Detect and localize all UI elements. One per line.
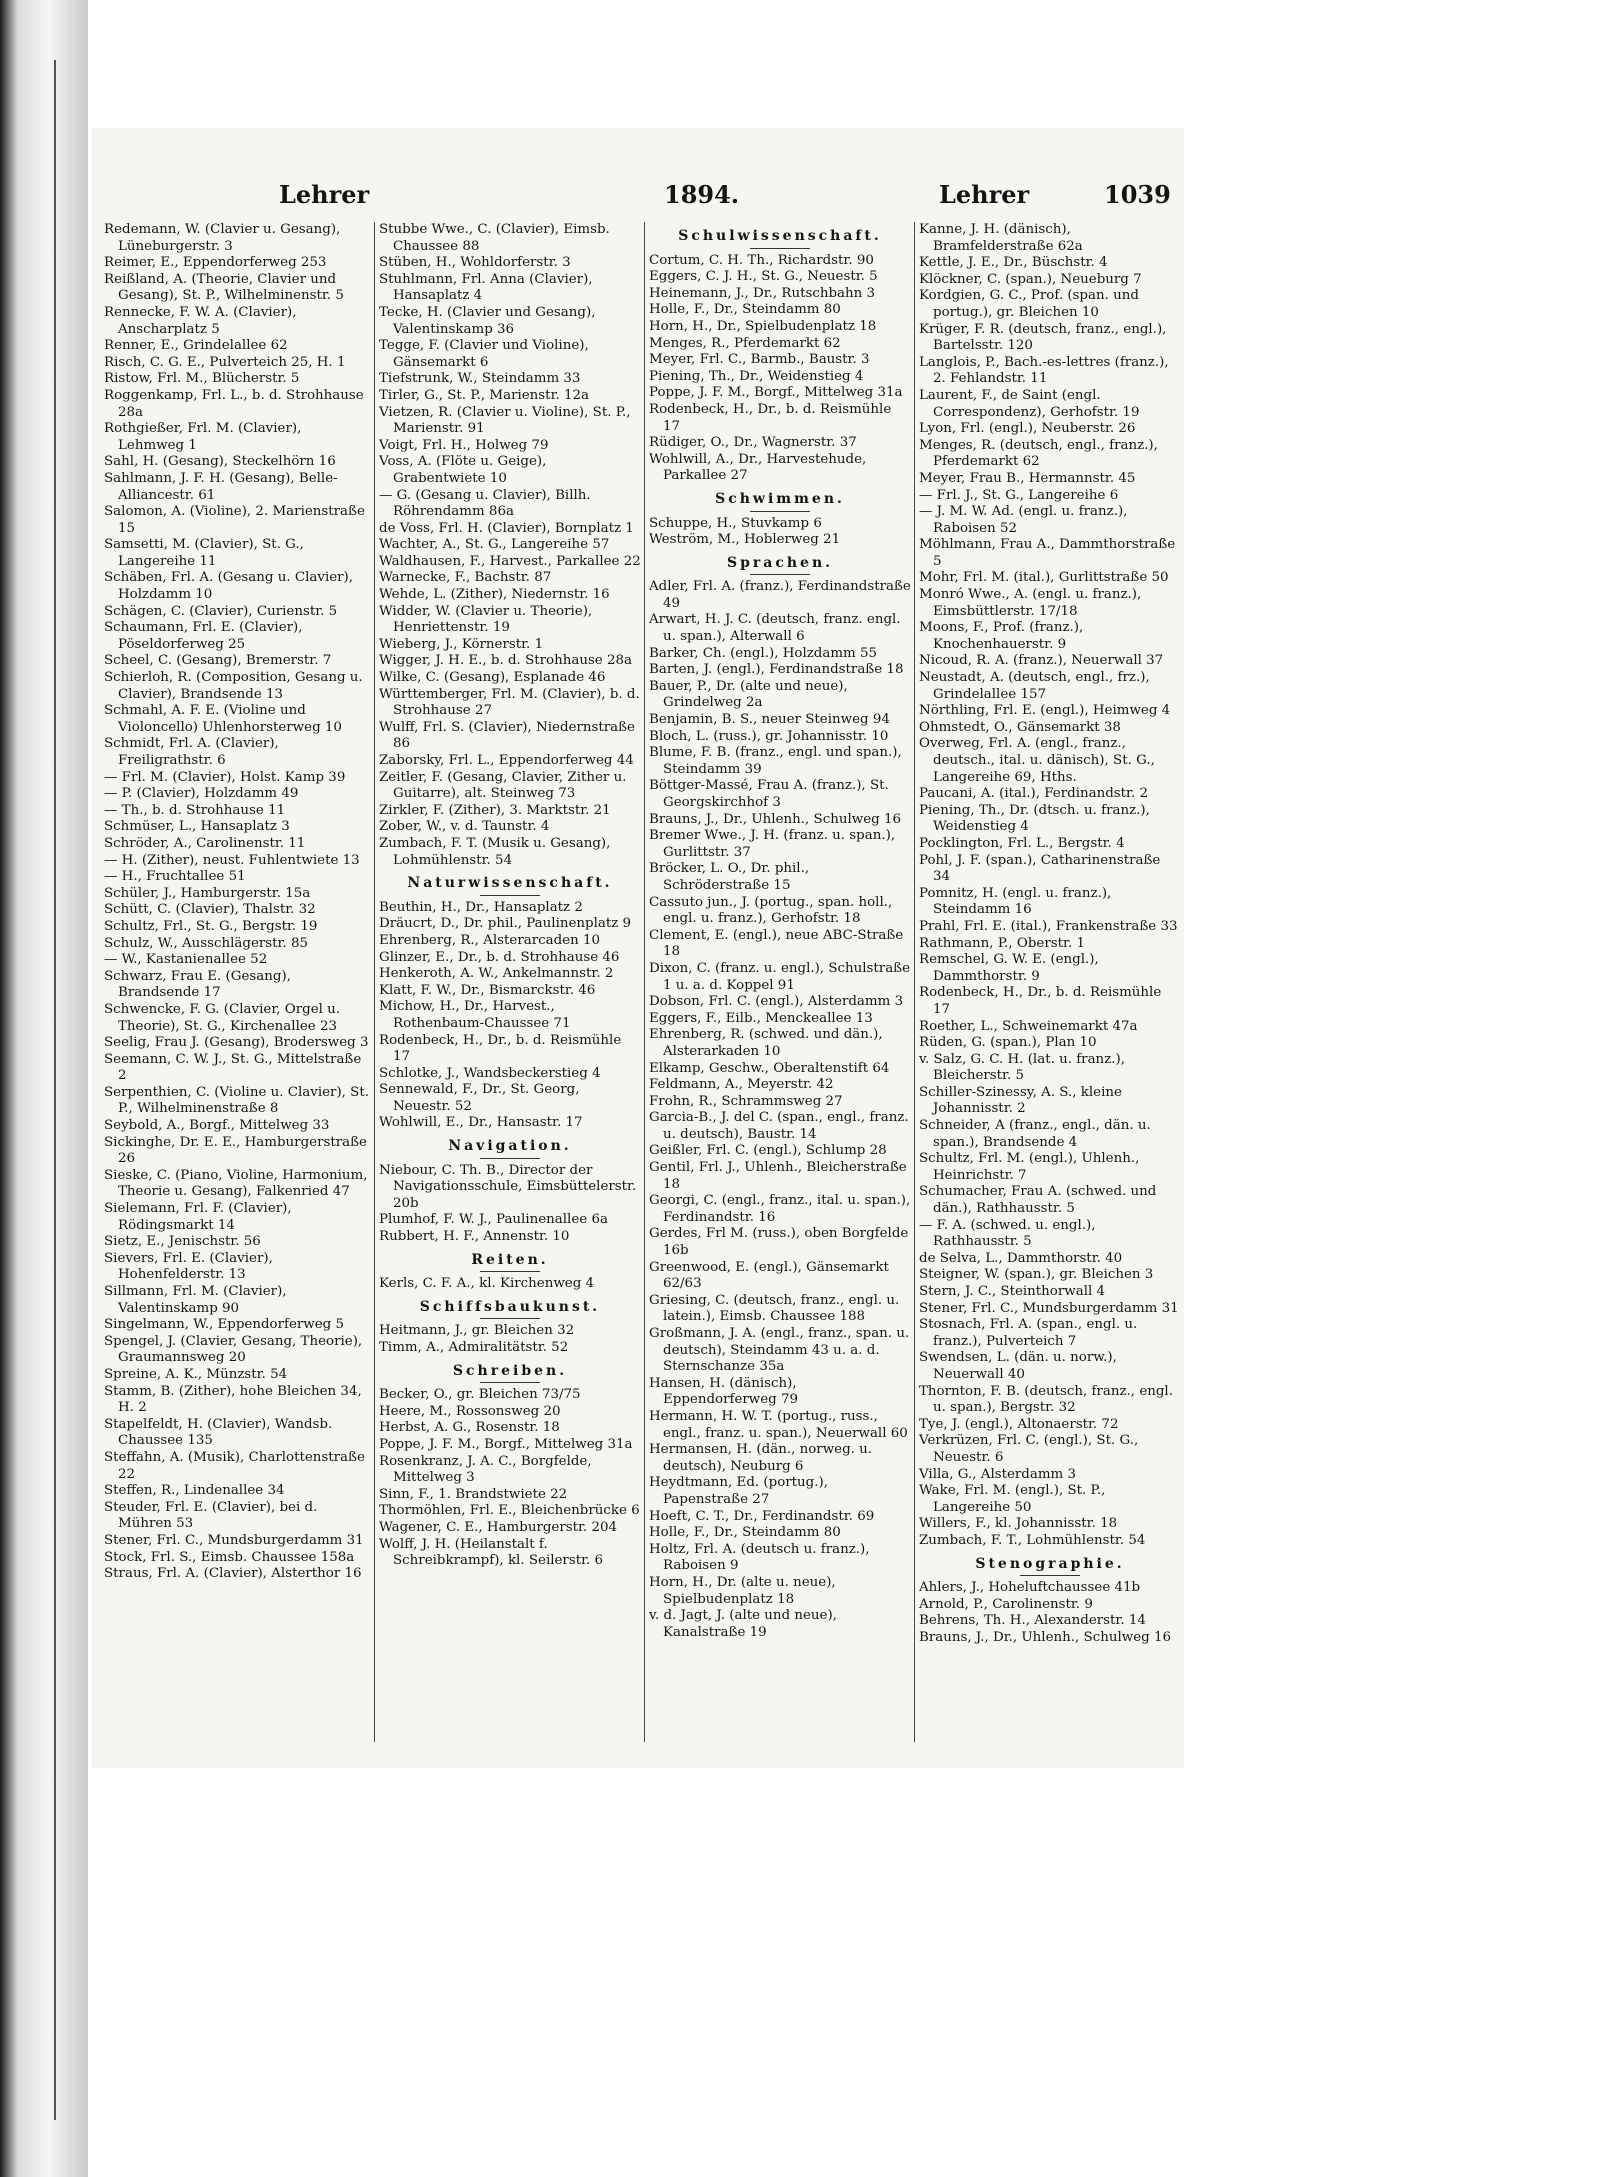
directory-entry: Sillmann, Frl. M. (Clavier), Valentinskamp 90 [104,1284,287,1316]
directory-entry: Ahlers, J., Hoheluftchaussee 41b [919,1580,1141,1596]
section-heading: Schreiben. [379,1363,641,1384]
directory-entry: Stock, Frl. S., Eimsb. Chaussee 158a [104,1549,355,1565]
directory-entry: Herbst, A. G., Rosenstr. 18 [379,1420,560,1436]
directory-entry: Sieske, C. (Piano, Violine, Harmonium, Theorie u. Gesang), Falkenried 47 [104,1167,368,1200]
directory-entry: Poppe, J. F. M., Borgf., Mittelweg 31a [649,385,903,401]
directory-entry: Schneider, A (franz., engl., dän. u. span.), Brandsende 4 [919,1118,1151,1150]
directory-entry: Bröcker, L. O., Dr. phil., Schröderstraße 15 [649,861,810,893]
directory-entry: Arnold, P., Carolinenstr. 9 [919,1596,1093,1612]
directory-entry: Steffahn, A. (Musik), Charlottenstraße 22 [104,1449,365,1482]
directory-entry: Schmidt, Frl. A. (Clavier), Freiligrathstr. 6 [104,736,279,768]
directory-entry: Remschel, G. W. E. (engl.), Dammthorstr. 9 [919,952,1099,984]
directory-entry: Ehrenberg, R., Alsterarcaden 10 [379,932,600,948]
directory-entry: Blume, F. B. (franz., engl. und span.), Steindamm 39 [649,745,902,777]
directory-entry: Tirler, G., St. P., Marienstr. 12a [379,387,590,403]
directory-entry: Wilke, C. (Gesang), Esplanade 46 [379,670,606,686]
directory-entry: Schumacher, Frau A. (schwed. und dän.), Rathhausstr. 5 [919,1184,1157,1217]
directory-entry: Sievers, Frl. E. (Clavier), Hohenfelderstr. 13 [104,1250,273,1283]
directory-entry: Ohmstedt, O., Gänsemarkt 38 [919,719,1121,735]
directory-entry: Wake, Frl. M. (engl.), St. P., Langereihe 50 [919,1483,1106,1515]
directory-entry: Rathmann, P., Oberstr. 1 [919,935,1085,951]
directory-entry: Menges, R. (deutsch, engl., franz.), Pferdemarkt 62 [919,437,1158,470]
directory-entry: Sennewald, F., Dr., St. Georg, Neuestr. 52 [379,1082,580,1114]
directory-entry: Klöckner, C. (span.), Neueburg 7 [919,271,1142,287]
directory-entry: Steigner, W. (span.), gr. Bleichen 3 [919,1267,1154,1283]
directory-entry: Benjamin, B. S., neuer Steinweg 94 [649,712,890,728]
directory-entry: Spreine, A. K., Münzstr. 54 [104,1366,288,1382]
directory-entry: Schultz, Frl. M. (engl.), Uhlenh., Heinrichstr. 7 [919,1151,1140,1183]
directory-entry: Langlois, P., Bach.-es-lettres (franz.), 2. Fehlandstr. 11 [919,354,1169,387]
directory-entry: Sielemann, Frl. F. (Clavier), Rödingsmarkt 14 [104,1201,292,1233]
header-left-title: Lehrer [279,180,370,209]
directory-entry: Spengel, J. (Clavier, Gesang, Theorie), Graumannsweg 20 [104,1333,363,1366]
directory-entry: Mohr, Frl. M. (ital.), Gurlittstraße 50 [919,570,1169,586]
directory-entry: Pohl, J. F. (span.), Catharinenstraße 34 [919,852,1161,885]
directory-entry: Neustadt, A. (deutsch, engl., frz.), Grindelallee 157 [919,670,1150,702]
directory-entry: Nicoud, R. A. (franz.), Neuerwall 37 [919,653,1164,669]
directory-entry: Heere, M., Rossonsweg 20 [379,1403,561,1419]
directory-entry: Stosnach, Frl. A. (span., engl. u. franz.), Pulverteich 7 [919,1317,1138,1349]
directory-entry: Salomon, A. (Violine), 2. Marienstraße 15 [104,504,365,536]
directory-entry: Elkamp, Geschw., Oberaltenstift 64 [649,1060,890,1076]
directory-entry: Schierloh, R. (Composition, Gesang u. Clavier), Brandsende 13 [104,670,363,702]
directory-entry: Seybold, A., Borgf., Mittelweg 33 [104,1118,330,1134]
directory-entry: Schaumann, Frl. E. (Clavier), Pöseldorferweg 25 [104,620,303,652]
section-heading: Stenographie. [919,1556,1181,1577]
header-year: 1894. [664,180,740,209]
section-heading: Reiten. [379,1252,641,1273]
directory-entry: Warnecke, F., Bachstr. 87 [379,570,552,586]
directory-entry: — Th., b. d. Strohhause 11 [104,802,286,818]
directory-entry: de Voss, Frl. H. (Clavier), Bornplatz 1 [379,520,634,536]
directory-entry: Klatt, F. W., Dr., Bismarckstr. 46 [379,982,596,998]
page-content [104,180,1179,1740]
directory-entry: Menges, R., Pferdemarkt 62 [649,335,841,351]
directory-entry: Schröder, A., Carolinenstr. 11 [104,835,306,851]
directory-entry: Tye, J. (engl.), Altonaerstr. 72 [919,1416,1119,1432]
directory-entry: Seelig, Frau J. (Gesang), Brodersweg 3 [104,1035,369,1051]
book-binding [0,0,88,2177]
directory-entry: Zober, W., v. d. Taunstr. 4 [379,819,550,835]
directory-entry: Weström, M., Hoblerweg 21 [649,532,841,548]
directory-entry: Wieberg, J., Körnerstr. 1 [379,636,544,652]
directory-entry: Behrens, Th. H., Alexanderstr. 14 [919,1613,1146,1629]
directory-entry: Piening, Th., Dr., Weidenstieg 4 [649,368,864,384]
directory-entry: Schlotke, J., Wandsbeckerstieg 4 [379,1065,601,1081]
directory-entry: Möhlmann, Frau A., Dammthorstraße 5 [919,537,1176,569]
directory-entry: — H., Fruchtallee 51 [104,869,246,885]
directory-entry: Verkrüzen, Frl. C. (engl.), St. G., Neuestr. 6 [919,1433,1139,1465]
directory-entry: Tiefstrunk, W., Steindamm 33 [379,371,581,387]
directory-entry: Rennecke, F. W. A. (Clavier), Anscharplatz 5 [104,304,297,337]
directory-entry: Clement, E. (engl.), neue ABC-Straße 18 [649,927,904,960]
directory-entry: Schulz, W., Ausschlägerstr. 85 [104,935,309,951]
directory-entry: Sahl, H. (Gesang), Steckelhörn 16 [104,454,336,470]
directory-entry: Roether, L., Schweinemarkt 47a [919,1018,1138,1034]
directory-entry: Reißland, A. (Theorie, Clavier und Gesang), St. P., Wilhelminenstr. 5 [104,271,344,304]
directory-entry: Hermann, H. W. T. (portug., russ., engl., franz. u. span.), Neuerwall 60 [649,1408,908,1441]
directory-entry: Barker, Ch. (engl.), Holzdamm 55 [649,645,878,661]
binding-edge [54,60,56,2120]
directory-entry: — J. M. W. Ad. (engl. u. franz.), Raboisen 52 [919,504,1128,536]
directory-entry: Adler, Frl. A. (franz.), Ferdinandstraße 49 [649,579,911,611]
directory-entry: Thornton, F. B. (deutsch, franz., engl. u. span.), Bergstr. 32 [919,1383,1173,1416]
directory-entry: Swendsen, L. (dän. u. norw.), Neuerwall 40 [919,1350,1117,1382]
directory-entry: Michow, H., Dr., Harvest., Rothenbaum-Chaussee 71 [379,999,571,1031]
directory-entry: Barten, J. (engl.), Ferdinandstraße 18 [649,662,904,678]
directory-entry: Bloch, L. (russ.), gr. Johannisstr. 10 [649,728,889,744]
directory-entry: Villa, G., Alsterdamm 3 [919,1466,1077,1482]
directory-entry: Gentil, Frl. J., Uhlenh., Bleicherstraße 18 [649,1160,907,1192]
directory-entry: Hermansen, H. (dän., norweg. u. deutsch), Neuburg 6 [649,1442,873,1474]
directory-page [92,128,1184,1768]
directory-entry: Wohlwill, E., Dr., Hansastr. 17 [379,1115,583,1131]
directory-entry: Rüdiger, O., Dr., Wagnerstr. 37 [649,435,857,451]
directory-entry: Horn, H., Dr., Spielbudenplatz 18 [649,318,877,334]
directory-entry: Rothgießer, Frl. M. (Clavier), Lehmweg 1 [104,421,302,453]
section-heading: Sprachen. [649,555,911,576]
directory-entry: Waldhausen, F., Harvest., Parkallee 22 [379,553,641,569]
directory-entry: Steffen, R., Lindenallee 34 [104,1483,285,1499]
directory-entry: Bauer, P., Dr. (alte und neue), Grindelweg 2a [649,678,848,711]
directory-entry: Horn, H., Dr. (alte u. neue), Spielbudenplatz 18 [649,1574,836,1607]
directory-entry: Straus, Frl. A. (Clavier), Alsterthor 16 [104,1566,362,1582]
directory-entry: Rubbert, H. F., Annenstr. 10 [379,1229,570,1245]
directory-entry: Schägen, C. (Clavier), Curienstr. 5 [104,603,338,619]
directory-entry: Tegge, F. (Clavier und Violine), Gänsemarkt 6 [379,338,589,370]
section-heading: Schwimmen. [649,491,911,512]
directory-entry: v. Salz, G. C. H. (lat. u. franz.), Bleicherstr. 5 [919,1051,1125,1084]
directory-entry: Heydtmann, Ed. (portug.), Papenstraße 27 [649,1475,828,1507]
directory-entry: — G. (Gesang u. Clavier), Billh. Röhrendamm 86a [379,487,591,520]
directory-entry: Eggers, C. J. H., St. G., Neuestr. 5 [649,269,878,285]
directory-entry: Lyon, Frl. (engl.), Neuberstr. 26 [919,421,1136,437]
directory-entry: Redemann, W. (Clavier u. Gesang), Lüneburgerstr. 3 [104,222,341,254]
directory-entry: Böttger-Massé, Frau A. (franz.), St. Georgskirchhof 3 [649,778,889,810]
directory-entry: Heinemann, J., Dr., Rutschbahn 3 [649,285,876,301]
directory-entry: Willers, F., kl. Johannisstr. 18 [919,1516,1118,1532]
directory-entry: Sickinghe, Dr. E. E., Hamburgerstraße 26 [104,1134,367,1167]
section-heading: Schulwissenschaft. [649,228,911,249]
directory-entry: Cassuto jun., J. (portug., span. holl., engl. u. franz.), Gerhofstr. 18 [649,894,893,927]
directory-entry: Becker, O., gr. Bleichen 73/75 [379,1387,581,1403]
directory-entry: Tecke, H. (Clavier und Gesang), Valentinskamp 36 [379,304,596,337]
directory-entry: Rodenbeck, H., Dr., b. d. Reismühle 17 [649,401,892,434]
directory-entry: Holle, F., Dr., Steindamm 80 [649,1525,841,1541]
directory-entry: Timm, A., Admiralitätstr. 52 [379,1340,569,1355]
directory-entry: Widder, W. (Clavier u. Theorie), Henriettenstr. 19 [379,603,593,636]
directory-entry: Reimer, E., Eppendorferweg 253 [104,255,327,271]
column-1 [104,222,370,1742]
directory-entry: Pomnitz, H. (engl. u. franz.), Steindamm 16 [919,885,1112,918]
directory-entry: Greenwood, E. (engl.), Gänsemarkt 62/63 [649,1259,889,1292]
directory-entry: — W., Kastanienallee 52 [104,952,268,968]
directory-entry: Renner, E., Grindelallee 62 [104,338,288,354]
directory-entry: Kanne, J. H. (dänisch), Bramfelderstraße 62a [919,222,1083,254]
directory-entry: Schultz, Frl., St. G., Bergstr. 19 [104,918,318,934]
directory-entry: Serpenthien, C. (Violine u. Clavier), St. P., Wilhelminenstraße 8 [104,1084,369,1117]
directory-entry: Wulff, Frl. S. (Clavier), Niedernstraße 86 [379,719,635,752]
directory-entry: Prahl, Frl. E. (ital.), Frankenstraße 33 [919,918,1178,934]
directory-entry: Beuthin, H., Dr., Hansaplatz 2 [379,899,583,915]
directory-entry: Wigger, J. H. E., b. d. Strohhause 28a [379,653,633,669]
directory-entry: — P. (Clavier), Holzdamm 49 [104,786,299,802]
column-3 [644,222,911,1742]
directory-entry: Overweg, Frl. A. (engl., franz., deutsch., ital. u. dänisch), St. G., Langereihe 69, Hths. [919,736,1155,785]
directory-entry: Laurent, F., de Saint (engl. Correspondenz), Gerhofstr. 19 [919,387,1140,420]
directory-entry: Schiller-Szinessy, A. S., kleine Johannisstr. 2 [919,1084,1122,1117]
directory-entry: Risch, C. G. E., Pulverteich 25, H. 1 [104,354,346,370]
section-heading: Navigation. [379,1138,641,1159]
directory-entry: Scheel, C. (Gesang), Bremerstr. 7 [104,653,332,669]
directory-entry: Stamm, B. (Zither), hohe Bleichen 34, H. 2 [104,1383,362,1416]
directory-entry: Meyer, Frau B., Hermannstr. 45 [919,470,1136,486]
directory-entry: Voigt, Frl. H., Holweg 79 [379,437,549,453]
directory-entry: Moons, F., Prof. (franz.), Knochenhauerstr. 9 [919,620,1084,652]
directory-entry: Geißler, Frl. C. (engl.), Schlump 28 [649,1143,887,1159]
directory-entry: Rüden, G. (span.), Plan 10 [919,1035,1097,1051]
directory-entry: Dräucrt, D., Dr. phil., Paulinenplatz 9 [379,916,632,932]
running-header [104,180,1174,220]
directory-entry: Dixon, C. (franz. u. engl.), Schulstraße 1 u. a. d. Koppel 91 [649,960,911,993]
column-4 [914,222,1181,1742]
directory-entry: Seemann, C. W. J., St. G., Mittelstraße 2 [104,1051,362,1084]
directory-entry: Rodenbeck, H., Dr., b. d. Reismühle 17 [379,1032,622,1065]
directory-entry: Zumbach, F. T., Lohmühlenstr. 54 [919,1532,1146,1548]
header-right-title: Lehrer [939,180,1030,209]
directory-entry: Großmann, J. A. (engl., franz., span. u. deutsch), Steindamm 43 u. a. d. Sternschanze 35a [649,1326,910,1375]
directory-entry: Nörthling, Frl. E. (engl.), Heimweg 4 [919,703,1171,719]
directory-entry: Georgi, C. (engl., franz., ital. u. span.), Ferdinandstr. 16 [649,1193,911,1225]
directory-entry: Singelmann, W., Eppendorferweg 5 [104,1317,345,1333]
directory-entry: Stapelfeldt, H. (Clavier), Wandsb. Chaussee 135 [104,1416,333,1449]
directory-entry: Stener, Frl. C., Mundsburgerdamm 31 [104,1532,364,1548]
directory-entry: Niebour, C. Th. B., Director der Navigationsschule, Eimsbüttelerstr. 20b [379,1162,637,1211]
directory-entry: Schmahl, A. F. E. (Violine und Violoncello) Uhlenhorsterweg 10 [104,703,342,735]
directory-entry: Holle, F., Dr., Steindamm 80 [649,302,841,318]
directory-entry: Schüler, J., Hamburgerstr. 15a [104,885,311,901]
directory-entry: Feldmann, A., Meyerstr. 42 [649,1077,834,1093]
directory-entry: Piening, Th., Dr. (dtsch. u. franz.), Weidenstieg 4 [919,802,1150,835]
directory-entry: Griesing, C. (deutsch, franz., engl. u. latein.), Eimsb. Chaussee 188 [649,1292,900,1325]
directory-entry: Kettle, J. E., Dr., Büschstr. 4 [919,255,1108,271]
directory-entry: Schuppe, H., Stuvkamp 6 [649,515,822,531]
directory-entry: Paucani, A. (ital.), Ferdinandstr. 2 [919,786,1149,802]
directory-entry: Glinzer, E., Dr., b. d. Strohhause 46 [379,949,620,965]
directory-entry: v. d. Jagt, J. (alte und neue), Kanalstraße 19 [649,1608,837,1640]
directory-entry: Schwarz, Frau E. (Gesang), Brandsende 17 [104,968,291,1001]
directory-entry: — Frl. M. (Clavier), Holst. Kamp 39 [104,769,346,785]
page-number: 1039 [1104,180,1171,209]
directory-entry: Gerdes, Frl M. (russ.), oben Borgfelde 16b [649,1226,909,1259]
directory-entry: Holtz, Frl. A. (deutsch u. franz.), Raboisen 9 [649,1541,870,1574]
directory-entry: Krüger, F. R. (deutsch, franz., engl.), Bartelsstr. 120 [919,321,1167,354]
directory-entry: Brauns, J., Dr., Uhlenh., Schulweg 16 [649,811,901,827]
directory-entry: — H. (Zither), neust. Fuhlentwiete 13 [104,852,360,868]
directory-entry: Wagener, C. E., Hamburgerstr. 204 [379,1519,618,1535]
directory-entry: Frohn, R., Schrammsweg 27 [649,1093,843,1109]
directory-entry: Arwart, H. J. C. (deutsch, franz. engl. u. span.), Alterwall 6 [649,612,901,645]
directory-entry: Henkeroth, A. W., Ankelmannstr. 2 [379,966,614,982]
directory-entry: — Frl. J., St. G., Langereihe 6 [919,487,1119,503]
directory-entry: Württemberger, Frl. M. (Clavier), b. d. Strohhause 27 [379,686,640,719]
directory-entry: Hoeft, C. T., Dr., Ferdinandstr. 69 [649,1508,875,1524]
directory-entry: Stener, Frl. C., Mundsburgerdamm 31 [919,1300,1179,1316]
directory-entry: Pocklington, Frl. L., Bergstr. 4 [919,835,1125,851]
directory-entry: Sietz, E., Jenischstr. 56 [104,1234,261,1250]
directory-entry: Bremer Wwe., J. H. (franz. u. span.), Gurlittstr. 37 [649,828,896,860]
directory-entry: Zeitler, F. (Gesang, Clavier, Zither u. Guitarre), alt. Steinweg 73 [379,769,627,802]
directory-entry: Voss, A. (Flöte u. Geige), Grabentwiete 10 [379,454,547,486]
directory-entry: Plumhof, F. W. J., Paulinenallee 6a [379,1212,608,1228]
directory-entry: Hansen, H. (dänisch), Eppendorferweg 79 [649,1375,799,1408]
directory-entry: Cortum, C. H. Th., Richardstr. 90 [649,252,874,268]
directory-entry: Zirkler, F. (Zither), 3. Marktstr. 21 [379,802,611,818]
directory-entry: Brauns, J., Dr., Uhlenh., Schulweg 16 [919,1629,1171,1645]
directory-entry: Eggers, F., Eilb., Menckeallee 13 [649,1010,873,1026]
directory-entry: Thormöhlen, Frl. E., Bleichenbrücke 6 [379,1503,640,1519]
section-heading: Schiffsbaukunst. [379,1299,641,1320]
directory-entry: Ehrenberg, R. (schwed. und dän.), Alsterarkaden 10 [649,1027,883,1059]
directory-entry: Rosenkranz, J. A. C., Borgfelde, Mittelweg 3 [379,1453,592,1486]
directory-entry: Monró Wwe., A. (engl. u. franz.), Eimsbüttlerstr. 17/18 [919,587,1142,619]
directory-entry: Stern, J. C., Steinthorwall 4 [919,1284,1106,1299]
directory-entry: Wachter, A., St. G., Langereihe 57 [379,537,610,553]
directory-entry: Garcia-B., J. del C. (span., engl., franz. u. deutsch), Baustr. 14 [649,1110,909,1142]
directory-entry: Dobson, Frl. C. (engl.), Alsterdamm 3 [649,994,904,1010]
directory-entry: Kordgien, G. C., Prof. (span. und portug.), gr. Bleichen 10 [919,288,1139,320]
directory-entry: Steuder, Frl. E. (Clavier), bei d. Mühren 53 [104,1499,318,1532]
directory-entry: — F. A. (schwed. u. engl.), Rathhausstr. 5 [919,1217,1096,1250]
directory-entry: Wohlwill, A., Dr., Harvestehude, Parkallee 27 [649,451,867,484]
section-heading: Naturwissenschaft. [379,875,641,896]
directory-entry: Zumbach, F. T. (Musik u. Gesang), Lohmühlenstr. 54 [379,835,611,868]
directory-entry: Schmüser, L., Hansaplatz 3 [104,819,290,835]
directory-entry: Schütt, C. (Clavier), Thalstr. 32 [104,902,316,918]
directory-entry: Heitmann, J., gr. Bleichen 32 [379,1323,575,1339]
directory-entry: Sahlmann, J. F. H. (Gesang), Belle-Alliancestr. 61 [104,470,338,503]
directory-entry: Ristow, Frl. M., Blücherstr. 5 [104,371,300,387]
directory-entry: Rodenbeck, H., Dr., b. d. Reismühle 17 [919,985,1162,1017]
directory-entry: de Selva, L., Dammthorstr. 40 [919,1250,1123,1266]
directory-entry: Samsetti, M. (Clavier), St. G., Langereihe 11 [104,537,304,569]
directory-entry: Schäben, Frl. A. (Gesang u. Clavier), Holzdamm 10 [104,570,354,603]
directory-entry: Meyer, Frl. C., Barmb., Baustr. 3 [649,352,870,368]
directory-entry: Wolff, J. H. (Heilanstalt f. Schreibkrampf), kl. Seilerstr. 6 [379,1536,604,1569]
directory-entry: Sinn, F., 1. Brandstwiete 22 [379,1486,568,1502]
directory-entry: Schwencke, F. G. (Clavier, Orgel u. Theorie), St. G., Kirchenallee 23 [104,1001,341,1034]
directory-entry: Stüben, H., Wohldorferstr. 3 [379,255,571,271]
directory-entry: Stubbe Wwe., C. (Clavier), Eimsb. Chaussee 88 [379,222,610,254]
directory-entry: Kerls, C. F. A., kl. Kirchenweg 4 [379,1276,595,1292]
directory-entry: Zaborsky, Frl. L., Eppendorferweg 44 [379,753,634,768]
column-2 [374,222,641,1742]
directory-entry: Wehde, L. (Zither), Niedernstr. 16 [379,587,610,603]
directory-entry: Roggenkamp, Frl. L., b. d. Strohhause 28a [104,387,364,420]
directory-entry: Stuhlmann, Frl. Anna (Clavier), Hansaplatz 4 [379,271,593,304]
directory-entry: Poppe, J. F. M., Borgf., Mittelweg 31a [379,1436,633,1452]
directory-entry: Vietzen, R. (Clavier u. Violine), St. P., Marienstr. 91 [379,404,631,437]
